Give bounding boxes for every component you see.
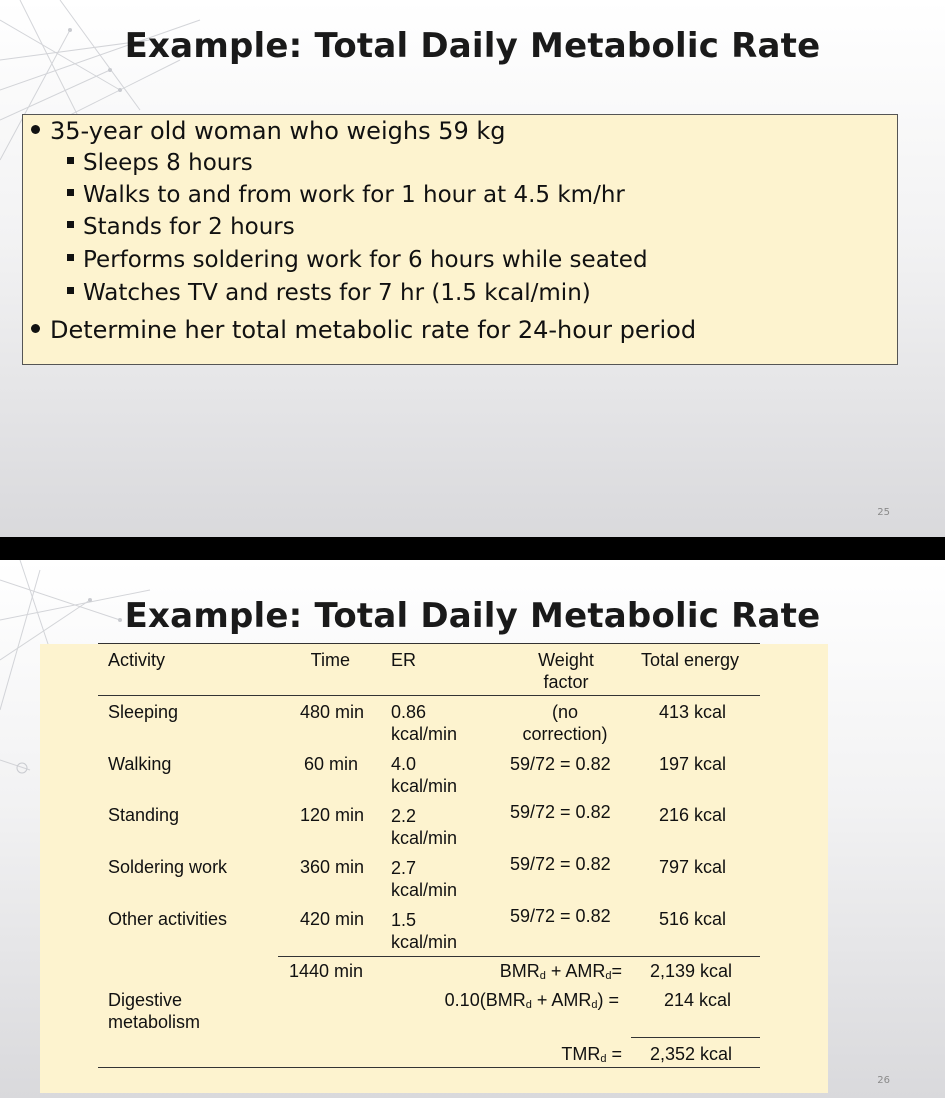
slide-title: Example: Total Daily Metabolic Rate [124, 596, 821, 636]
bullet-main: 35-year old woman who weighs 59 kg [31, 117, 506, 145]
row-total: 516 kcal [659, 909, 727, 929]
row-er: 4.0 [391, 754, 417, 774]
row-weight-factor: (no [551, 702, 578, 722]
square-bullet-icon [67, 157, 74, 164]
slide-25 [0, 0, 945, 537]
row-time: 60 min [303, 754, 358, 774]
row-er: 0.86 [391, 702, 427, 722]
bullet-dot-icon [31, 324, 40, 333]
row-er: 2.2 [391, 806, 417, 826]
row-time: 120 min [299, 805, 364, 825]
row-er-unit: kcal/min [391, 880, 458, 900]
header-time: Time [310, 650, 350, 670]
row-time: 420 min [299, 909, 364, 929]
row-weight-factor: 59/72 = 0.82 [510, 906, 611, 926]
tmr-value: 2,352 kcal [650, 1044, 733, 1064]
page-number: 25 [877, 507, 890, 518]
digestive-value: 214 kcal [664, 990, 732, 1010]
sub-bullet: Performs soldering work for 6 hours while seated [67, 247, 648, 273]
row-er-unit: kcal/min [391, 828, 458, 848]
row-activity: Soldering work [108, 857, 228, 877]
row-total: 216 kcal [659, 805, 727, 825]
row-activity: Standing [108, 805, 180, 825]
header-weight-factor: factor [543, 672, 589, 692]
header-er: ER [391, 650, 417, 670]
sub-bullet: Sleeps 8 hours [67, 150, 253, 176]
time-total: 1440 min [289, 961, 364, 981]
header-activity: Activity [108, 650, 166, 670]
digestive-label: Digestive [108, 990, 183, 1010]
sub-bullet: Stands for 2 hours [67, 214, 295, 240]
bullet-box [22, 114, 898, 365]
sum-label: $BMR_d + AMR_d=$ [499, 961, 622, 982]
bullet-dot-icon [31, 125, 40, 134]
row-activity: Other activities [108, 909, 228, 929]
row-er-unit: kcal/min [391, 776, 458, 796]
square-bullet-icon [67, 254, 74, 261]
row-activity: Sleeping [108, 702, 179, 722]
row-time: 480 min [299, 702, 364, 722]
square-bullet-icon [67, 189, 74, 196]
row-er: 1.5 [391, 910, 417, 930]
row-total: 413 kcal [659, 702, 727, 722]
tmr-rule [631, 1037, 760, 1038]
square-bullet-icon [67, 287, 74, 294]
bullet-main: Determine her total metabolic rate for 24-hour period [31, 316, 696, 344]
sub-bullet: Walks to and from work for 1 hour at 4.5 km/hr [67, 182, 625, 208]
table-top-rule [98, 643, 760, 644]
header-total-energy: Total energy [641, 650, 740, 670]
page-number: 26 [877, 1075, 890, 1086]
row-activity: Walking [108, 754, 172, 774]
header-rule [98, 695, 760, 696]
row-weight-factor: 59/72 = 0.82 [510, 802, 611, 822]
header-weight-factor: Weight [538, 650, 594, 670]
sum-rule [278, 956, 760, 957]
slide-title: Example: Total Daily Metabolic Rate [124, 26, 821, 66]
row-er-unit: kcal/min [391, 724, 458, 744]
table-bottom-rule [98, 1067, 760, 1068]
row-er-unit: kcal/min [391, 932, 458, 952]
row-total: 797 kcal [659, 857, 727, 877]
tmr-label: $TMR_d$ = [561, 1044, 622, 1065]
row-time: 360 min [299, 857, 364, 877]
row-weight-factor: 59/72 = 0.82 [510, 854, 611, 874]
row-er: 2.7 [391, 858, 417, 878]
digestive-formula: $0.10(BMR_d + AMR_d)$ = [444, 990, 619, 1011]
sum-value: 2,139 kcal [650, 961, 733, 981]
sub-bullet: Watches TV and rests for 7 hr (1.5 kcal/min) [67, 280, 591, 306]
digestive-label: metabolism [108, 1012, 201, 1032]
row-weight-factor: 59/72 = 0.82 [510, 754, 611, 774]
row-total: 197 kcal [659, 754, 727, 774]
square-bullet-icon [67, 221, 74, 228]
row-weight-factor: correction) [522, 724, 608, 744]
slide-26 [0, 560, 945, 1098]
